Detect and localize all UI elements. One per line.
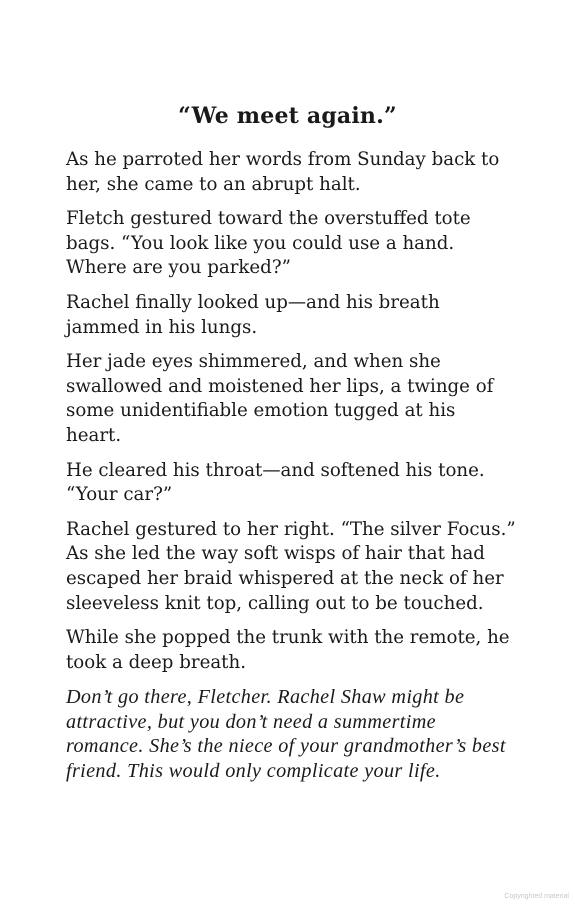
copyright-watermark: Copyrighted material (504, 893, 569, 900)
paragraph-4: Her jade eyes shimmered, and when she swallowed and moistened her lips, a twinge of some unidentifiable emotion tugged at his heart. (66, 351, 494, 446)
internal-monologue-paragraph: Don’t go there, Fletcher. Rachel Shaw might be attractive, but you don’t need a summertime romance. She’s the niece of your grandmother’s best friend. This would only complicate your life. (66, 686, 506, 783)
dialogue-heading: “We meet again.” (178, 103, 397, 129)
paragraph-5: He cleared his throat—and softened his tone. “Your car?” (66, 459, 485, 506)
paragraph-7: While she popped the trunk with the remote, he took a deep breath. (66, 627, 510, 673)
paragraph-1: As he parroted her words from Sunday back to her, she came to an abrupt halt. (66, 149, 500, 195)
paragraph-3: Rachel finally looked up—and his breath jammed in his lungs. (66, 291, 440, 338)
paragraph-2: Fletch gestured toward the overstuffed tote bags. “You look like you could use a hand. Where are you parked?” (66, 208, 471, 279)
body-text (66, 148, 516, 794)
paragraph-6: Rachel gestured to her right. “The silver Focus.” As she led the way soft wisps of hair that had escaped her braid whispered at the neck of her sleeveless knit top, calling out to be touched. (66, 518, 516, 614)
